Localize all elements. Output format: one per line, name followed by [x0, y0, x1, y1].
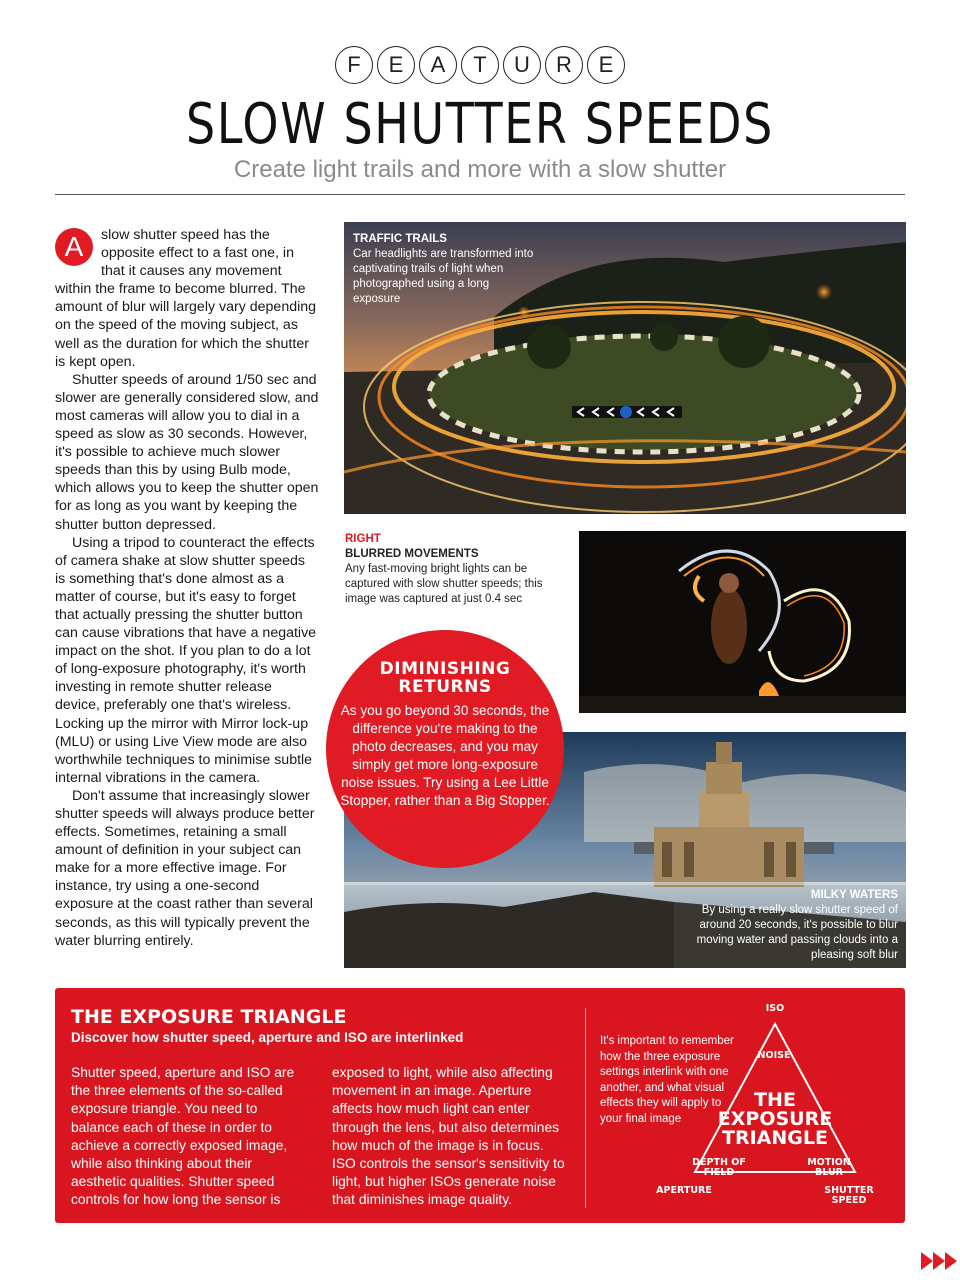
triangle-noise: NOISE: [757, 1050, 791, 1061]
triangle-main-line-1: THE: [754, 1089, 796, 1111]
kicker-letter: U: [503, 46, 541, 84]
caption-title: MILKY WATERS: [810, 889, 898, 901]
triangle-dof-line-2: FIELD: [703, 1167, 735, 1178]
kicker-letter: F: [335, 46, 373, 84]
feature-kicker: [0, 46, 960, 86]
triangle-shutter-speed: SHUTTER SPEED: [824, 1185, 874, 1206]
triangle-aperture: APERTURE: [656, 1185, 712, 1196]
triangle-motion-line-2: BLUR: [815, 1167, 843, 1178]
triangle-iso: ISO: [765, 1003, 785, 1014]
caption-text: Any fast-moving bright lights can be captured with slow shutter speeds; this image was captured at just 0.4 sec: [345, 563, 543, 605]
caption-text: By using a really slow shutter speed of around 20 seconds, it's possible to blur moving water and passing clouds into a pleasing soft blur: [696, 904, 898, 961]
caption-title: BLURRED MOVEMENTS: [345, 548, 479, 560]
box-title: THE EXPOSURE TRIANGLE: [71, 1006, 347, 1028]
paragraph-2: Shutter speeds of around 1/50 sec and slower are generally considered slow, and most cameras will allow you to dial in a speed as slow as 30 seconds. However, it's possible to achieve much slower speeds than this by using Bulb mode, which allows you to keep the shutter open for as long as you want by keeping the shutter button depressed.: [55, 371, 319, 533]
fire-spinner-photo: [579, 531, 906, 713]
callout-text: As you go beyond 30 seconds, the difference you're making to the photo decreases, and you may simply get more long-exposure noise issues. Try using a Lee Little Stopper, rather than a Big Stopper.: [340, 703, 550, 808]
exposure-triangle-box: [55, 988, 905, 1223]
kicker-letter: E: [587, 46, 625, 84]
kicker-letter: A: [419, 46, 457, 84]
caption-text: Car headlights are transformed into captivating trails of light when photographed using a long exposure: [353, 248, 534, 305]
caption-position: RIGHT: [345, 533, 381, 545]
paragraph-3: Using a tripod to counteract the effects of camera shake at slow shutter speeds is something that's done almost as a matter of course, but it's easy to forget that actually pressing the shutter button can cause vibrations that have a negative impact on the shot. If you plan to do a lot of long-exposure photography, it's worth investing in remote shutter release device, preferably one that's wireless. Locking up the mirror with Mirror lock-up (MLU) or using Live View mode are also worthwhile techniques to minimise subtle internal vibrations in the camera.: [55, 534, 317, 786]
header-divider: [55, 194, 905, 195]
triangle-motion-line-1: MOTION: [807, 1157, 851, 1168]
blurred-movements-caption: [345, 532, 569, 607]
article-body: [55, 226, 319, 950]
diminishing-returns-callout: [326, 630, 564, 868]
triangle-main-line-2: EXPOSURE: [717, 1108, 833, 1130]
page-subtitle: Create light trails and more with a slow shutter: [233, 156, 727, 183]
box-divider: [585, 1008, 586, 1208]
box-subtitle: Discover how shutter speed, aperture and ISO are interlinked: [71, 1030, 464, 1045]
page-title: SLOW SHUTTER SPEEDS: [186, 92, 774, 157]
triangle-dof-line-1: DEPTH OF: [692, 1157, 746, 1168]
kicker-letter: R: [545, 46, 583, 84]
caption-title: TRAFFIC TRAILS: [353, 233, 447, 245]
next-page-arrows-icon[interactable]: [921, 1252, 957, 1270]
drop-cap: A: [55, 228, 93, 266]
paragraph-1: [55, 226, 319, 371]
triangle-main-line-3: TRIANGLE: [722, 1127, 828, 1149]
box-note: It's important to remember how the three exposure settings interlink with one another, and what visual effects they will apply to your final image: [600, 1035, 734, 1125]
box-column-2: exposed to light, while also affecting movement in an image. Aperture affects how much light can enter through the lens, but also determines how much of the image is in focus. ISO controls the sensor's sensitivity to light, but higher ISOs generate noise that diminishes image quality.: [332, 1065, 565, 1208]
callout-title: DIMINISHING RETURNS: [379, 659, 511, 697]
kicker-letter: E: [377, 46, 415, 84]
milky-waters-caption: [686, 888, 898, 963]
kicker-letter: T: [461, 46, 499, 84]
paragraph-4: Don't assume that increasingly slower shutter speeds will always produce better effects. Sometimes, retaining a small amount of definition in your subject can make for a more effective image. For instance, try using a one-second exposure at the coast rather than several seconds, as this will typically prevent the water blurring entirely.: [55, 787, 315, 949]
paragraph-1-text: slow shutter speed has the opposite effect to a fast one, in that it causes any movement within the frame to become blurred. The amount of blur will largely vary depending on the speed of the moving subject, as well as the duration for which the shutter is kept open.: [55, 227, 317, 370]
box-column-1: Shutter speed, aperture and ISO are the three elements of the so-called exposure triangle. You need to balance each of these in order to achieve a correctly exposed image, while also thinking about their aesthetic qualities. Shutter speed controls for how long the sensor is: [71, 1065, 295, 1208]
traffic-trails-caption: [353, 232, 535, 307]
